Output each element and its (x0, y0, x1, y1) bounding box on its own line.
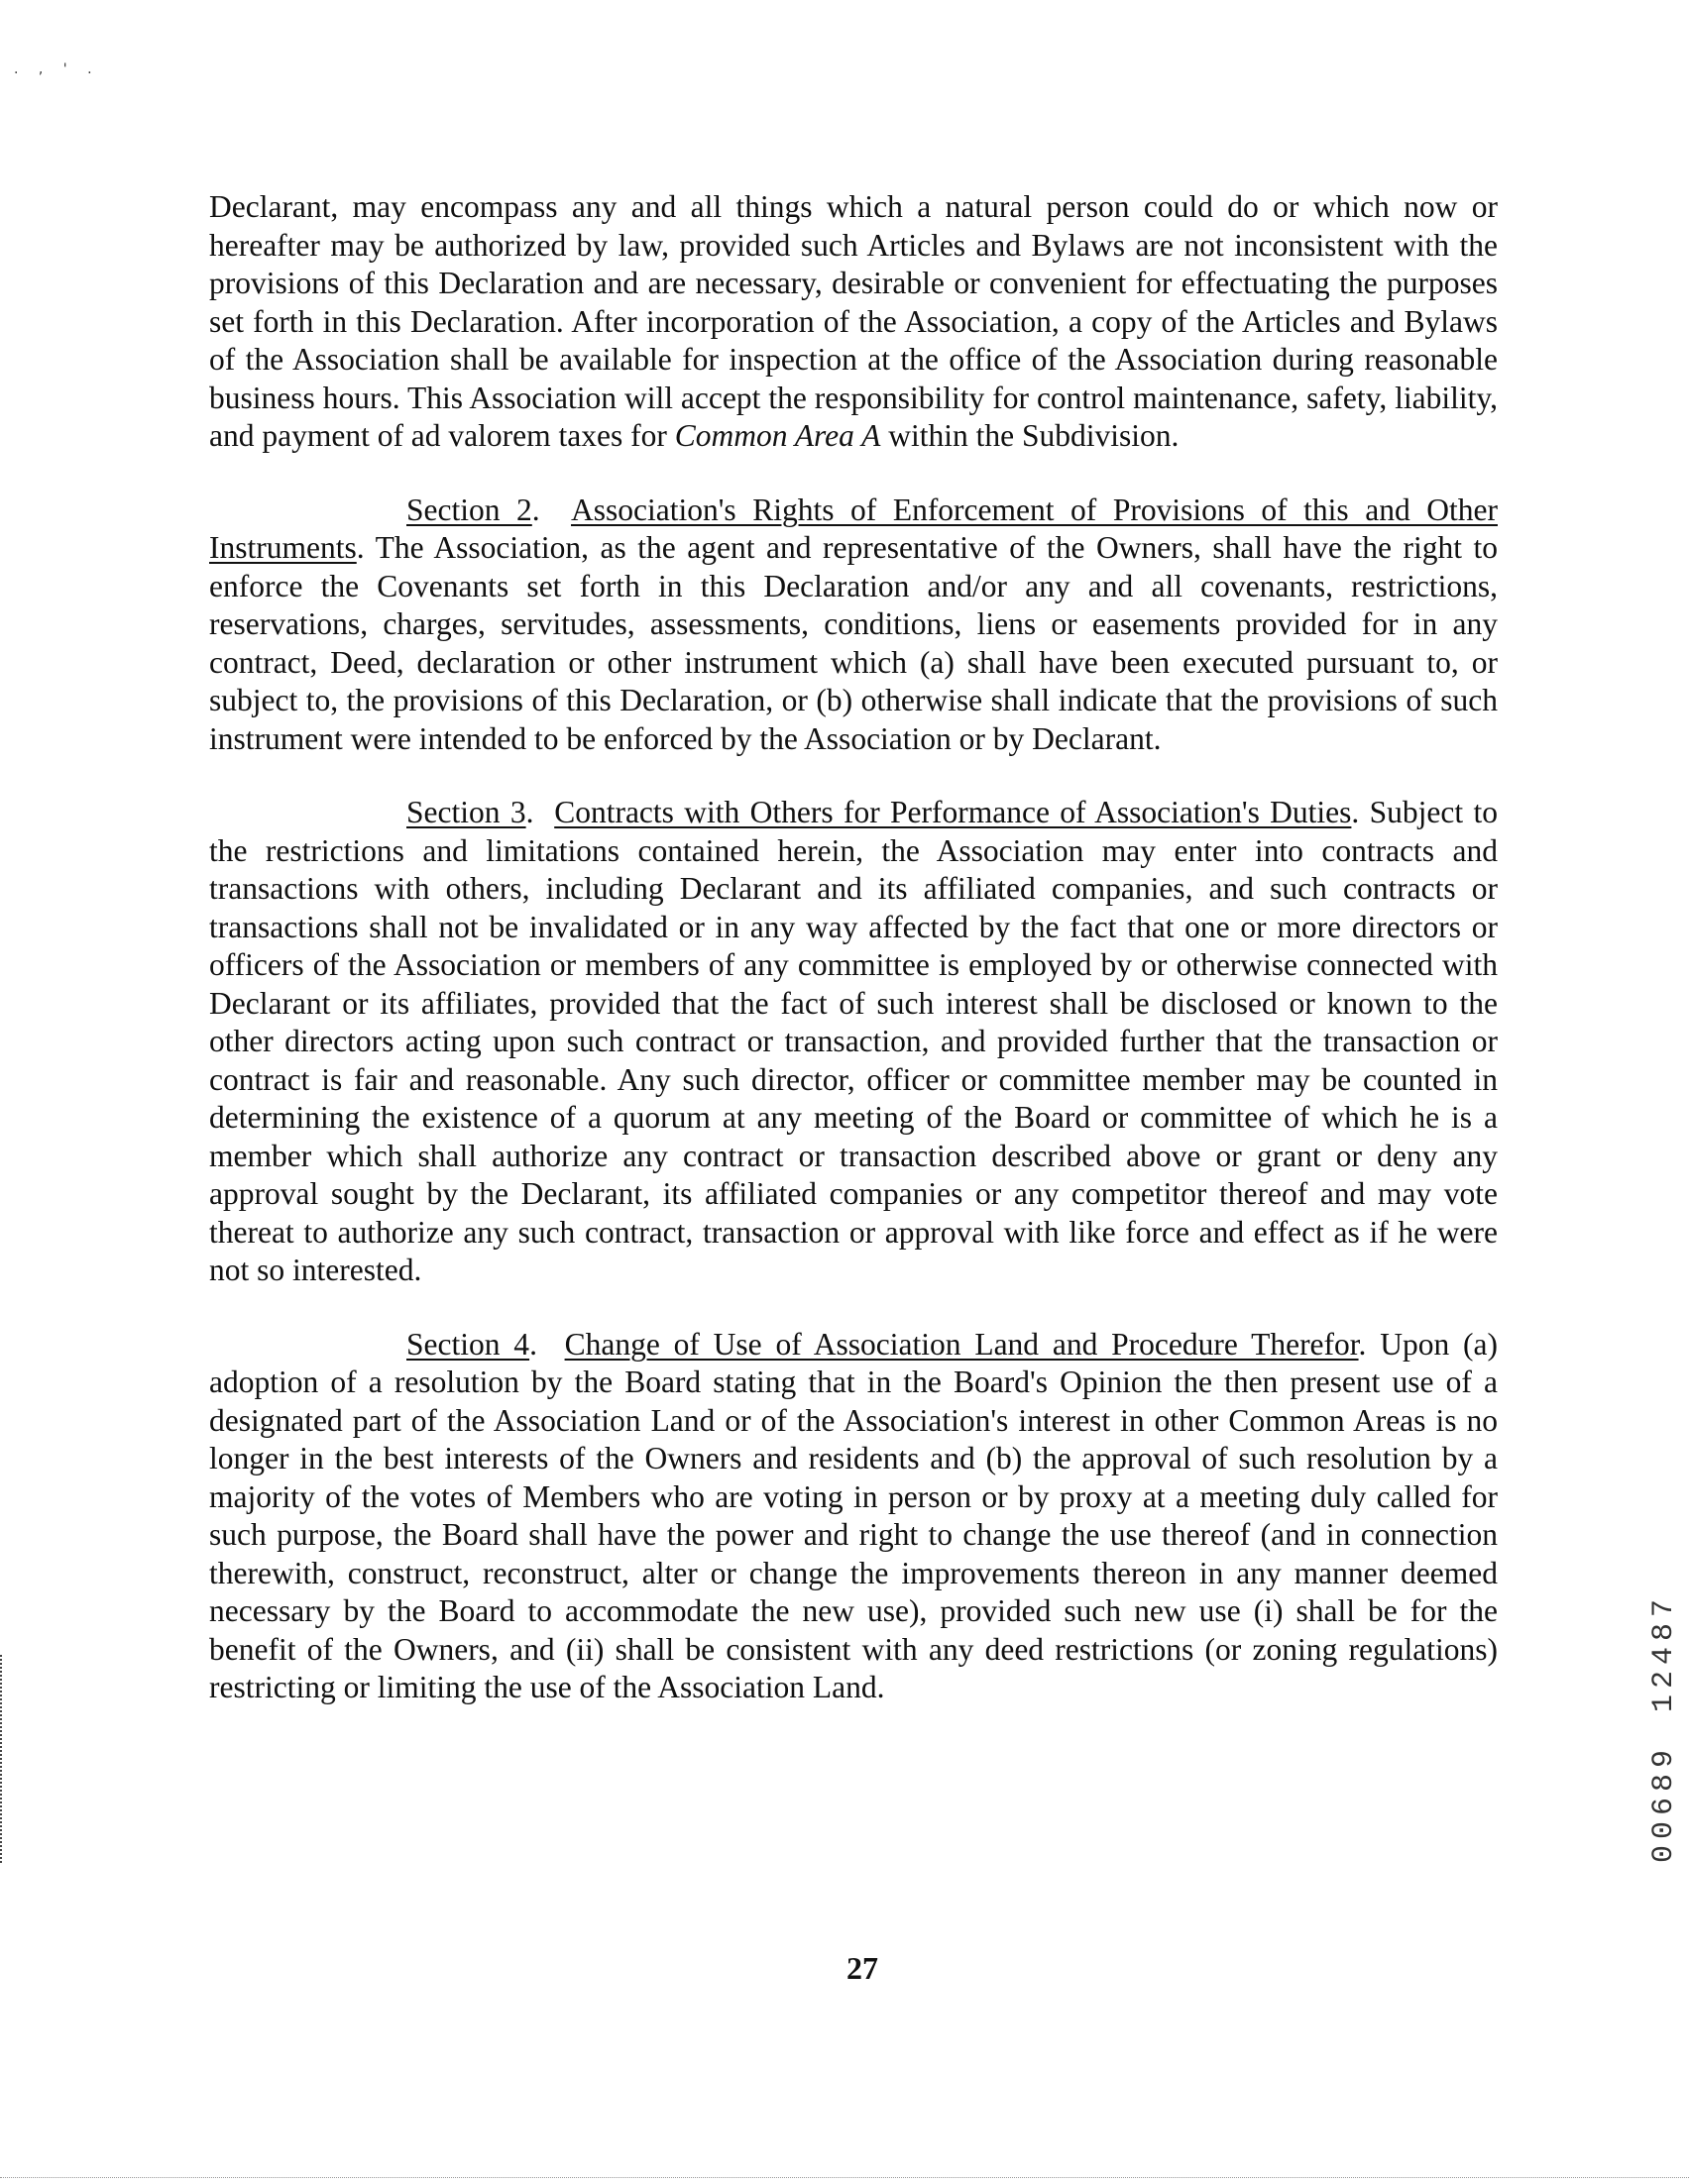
section-4-paragraph: Section 4. Change of Use of Association Land and Procedure Therefor. Upon (a) adoption of a resolution by the Board stating that in the Board's Opinion the then present use of a designated part of the Association Land or of the Association's interest in other Common Areas is no longer in the best interests of the Owners and residents and (b) the approval of such resolution by a majority of the votes of Members who are voting in person or by proxy at a meeting duly called for such purpose, the Board shall have the power and right to change the use thereof (and in connection therewith, construct, reconstruct, alter or change the improvements thereon in any manner deemed necessary by the Board to accommodate the new use), provided such new use (i) shall be for the benefit of the Owners, and (ii) shall be consistent with any deed restrictions (or zoning regulations) restricting or limiting the use of the Association Land. (209, 1326, 1499, 1704)
section-3-title: Contracts with Others for Performance of Association's Duties (554, 795, 1352, 829)
bates-number-bottom: 00689 (1647, 1744, 1681, 1864)
section-4-label: Section 4 (406, 1326, 530, 1362)
paragraph-intro-text-a: Declarant, may encompass any and all things which a natural person could do or which now or hereafter may be authorized by law, provided such Articles and Bylaws are not inconsistent with the provisions of this Declaration and are necessary, desirable or convenient for effectuating the purposes set forth in this Declaration. After incorporation of the Association, a copy of the Articles and Bylaws of the Association shall be available for inspection at the office of the Association during reasonable business hours. This Association will accept the responsibility for control maintenance, safety, liability, and payment of ad valorem taxes for (209, 189, 1498, 453)
common-area-italic: Common Area A (674, 418, 881, 453)
section-3-label: Section 3 (406, 795, 526, 829)
bates-number-top: 12487 (1647, 1593, 1681, 1713)
section-4-title: Change of Use of Association Land and Procedure Therefor (564, 1326, 1359, 1362)
scan-bottom-edge (0, 2177, 1689, 2178)
section-3-text: Subject to the restrictions and limitations contained herein, the Association may enter into contracts and transactions with others, including Declarant and its affiliated companies, and such contracts or transactions shall not be invalidated or in any way affected by the fact that one or more directors or officers of the Association or members of any committee is employed by or otherwise connected with Declarant or its affiliates, provided that the fact of such interest shall be disclosed or known to the other directors acting upon such contract or transaction, and provided further that the transaction or contract is fair and reasonable. Any such director, officer or committee member may be counted in determining the existence of a quorum at any meeting of the Board or committee of which he is a member which shall authorize any contract or transaction described above or grant or deny any approval sought by the Declarant, its affiliated companies or any competitor thereof and may vote thereat to authorize any such contract, transaction or approval with like force and effect as if he were not so interested. (209, 795, 1498, 1287)
scan-marks: . , ' . (14, 61, 100, 77)
document-body (209, 188, 1498, 1743)
paragraph-intro-text-b: within the Subdivision. (880, 418, 1180, 453)
section-2-paragraph: Section 2. Association's Rights of Enforcement of Provisions of this and Other Instruments. The Association, as the agent and representative of the Owners, shall have the right to enforce the Covenants set forth in this Declaration and/or any and all covenants, restrictions, reservations, charges, servitudes, assessments, conditions, liens or easements provided for in any contract, Deed, declaration or other instrument which (a) shall have been executed pursuant to, or subject to, the provisions of this Declaration, or (b) otherwise shall indicate that the provisions of such instrument were intended to be enforced by the Association or by Declarant. (209, 491, 1498, 756)
paragraph-intro (209, 188, 1498, 456)
section-3-paragraph: Section 3. Contracts with Others for Performance of Association's Duties. Subject to the restrictions and limitations contained herein, the Association may enter into contracts and transactions with others, including Declarant and its affiliated companies, and such contracts or transactions shall not be invalidated or in any way affected by the fact that one or more directors or officers of the Association or members of any committee is employed by or otherwise connected with Declarant or its affiliates, provided that the fact of such interest shall be disclosed or known to the other directors acting upon such contract or transaction, and provided further that the transaction or contract is fair and reasonable. Any such director, officer or committee member may be counted in determining the existence of a quorum at any meeting of the Board or committee of which he is a member which shall authorize any contract or transaction described above or grant or deny any approval sought by the Declarant, its affiliated companies or any competitor thereof and may vote thereat to authorize any such contract, transaction or approval with like force and effect as if he were not so interested. (209, 795, 1498, 1287)
section-2-text: The Association, as the agent and representative of the Owners, shall have the right to enforce the Covenants set forth in this Declaration and/or any and all covenants, restrictions, reservations, charges, servitudes, assessments, conditions, liens or easements provided for in any contract, Deed, declaration or other instrument which (a) shall have been executed pursuant to, or subject to, the provisions of this Declaration, or (b) otherwise shall indicate that the provisions of such instrument were intended to be enforced by the Association or by Declarant. (209, 530, 1498, 756)
section-2-label: Section 2 (406, 491, 532, 527)
section-2-title: Association's Rights of Enforcement of Provisions of this and Other Instruments (209, 491, 1498, 565)
section-4-text: Upon (a) adoption of a resolution by the Board stating that in the Board's Opinion the then present use of a designated part of the Association Land or of the Association's interest in other Common Areas is no longer in the best interests of the Owners and residents and (b) the approval of such resolution by a majority of the votes of Members who are voting in person or by proxy at a meeting duly called for such purpose, the Board shall have the power and right to change the use thereof (and in connection therewith, construct, reconstruct, alter or change the improvements thereon in any manner deemed necessary by the Board to accommodate the new use), provided such new use (i) shall be for the benefit of the Owners, and (ii) shall be consistent with any deed restrictions (or zoning regulations) restricting or limiting the use of the Association Land. (209, 1326, 1499, 1704)
page-number: 27 (846, 1950, 878, 1986)
scan-edge-mark (0, 1655, 4, 1863)
